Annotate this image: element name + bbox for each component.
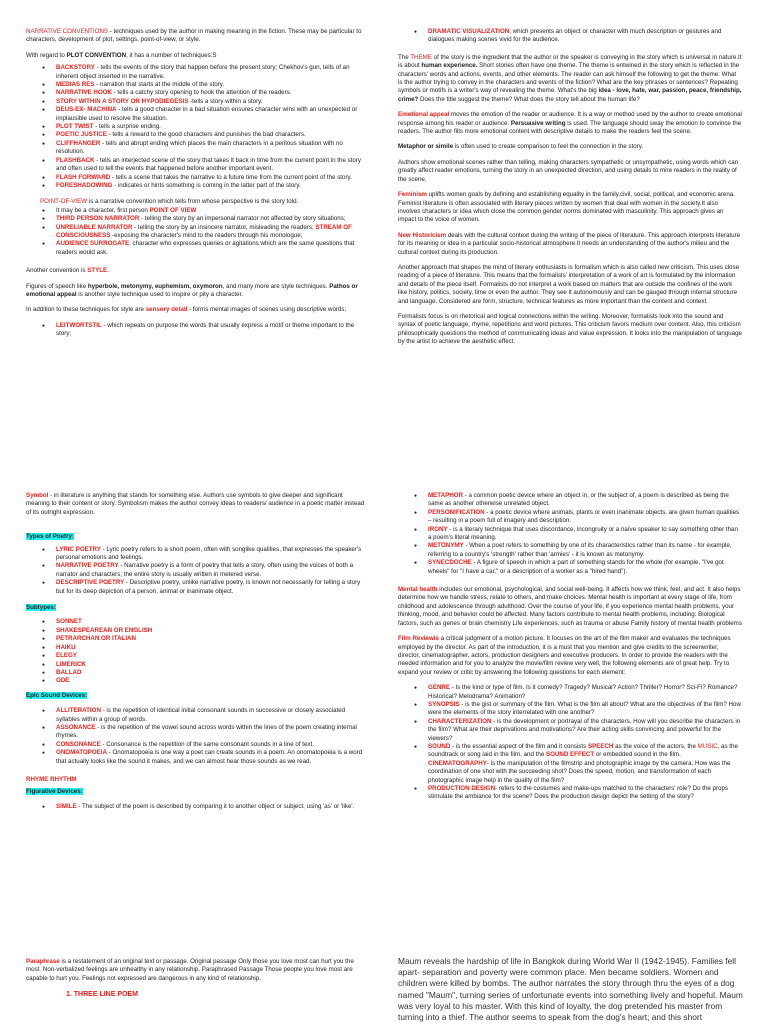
list-item: ● HAIKU [56,644,366,652]
figurative-devices-list [26,803,366,811]
feminism-paragraph: Feminism uplifts women goals by defining and establishing equality in the family,civil, social, political, and economic arena. Feminist literature is often associated with literary pieces written by women that deal with women in the society.It also involves characters or idea which close the common gender norms dominated with masculinity. This approach gives an impact to the voice of women. [398,191,735,224]
paraphrase-paragraph: Paraphrase is a restatement of an original text or passage. Original passage Only those you love most can hurt you the most. Non-verbalized feelings are unhealthy in any relationship. Paraphrased Passage Those people you love most are capable to hurt you. Feelings not expressed are dangerous in any kind of relationship. [26,958,354,982]
list-item: ● IRONY - is a literary technique that uses discordance, incongruity or a naïve speaker to say something other than a poem's literal meaning. [428,526,742,543]
list-item: ● DEUS-EX- MACHINA - tells a good character in a bad situation ensures character wins with an unexpected or implausible used to resolve the situation. [56,106,366,123]
mental-health-paragraph: Mental health includes our emotional, psychological, and social well-being. It affects how we think, feel, and act. It also helps determine how we handle stress, relate to others, and make choices. Mental health is important at every stage of life, from childhood and adolescence through adulthood. Over the course of your life, if you experience mental health problems, your thinking, mood, and behavior could be affected. Many factors contribute to mental health problems, including: Biological factors, such as genes or brain chemistry Life experiences, such as trauma or abuse Family history of mental health problems [398,586,742,627]
list-item: ● LIMERICK [56,661,366,669]
list-item: ● PERSONIFICATION - a poetic device where animals, plants or even inanimate objects, are given human qualities – resulting in a poem full of imagery and description. [428,509,742,526]
list-item: ● FLASHBACK - tells an interjected scene of the story that takes it back in time from the current point in the story and often used to tell the events that happened before another important event. [56,157,366,174]
list-item: ● POETIC JUSTICE - tells a reward to the good characters and punishes the bad characters. [56,131,366,139]
narrative-conventions-column [26,28,366,345]
point-of-view-intro: POINT-OF-VIEW is a narrative convention which tells from whose perspective is the story told. [40,198,299,206]
style-technique-list [26,322,366,339]
list-item: ● MEDIAS RES - narration that starts at the middle of the story. [56,81,366,89]
new-historicism-paragraph: New Historicism deals with the cultural context during the writing of the piece of literature. This approach interprets literature for its meaning or idea in a particular socio-historical atmosphere.It needs an understanding of the author's milieu and the cultural context during its production. [398,231,741,256]
list-item: ● ASSONANCE - is the repetition of the vowel sound across words within the lines of the poem creating internal rhymes. [56,724,366,741]
list-item: ● GENRE - Is the kind or type of film. Is it comedy? Tragedy? Musical? Action? Thriller? Horror? Sci-Fi? Romance? Historical? Melodrama? Animation? [428,684,742,701]
sensory-detail-paragraph: In addition to these techniques for style are sensory detail - forms mental images of scenes using descriptive words; [26,306,347,314]
list-item: ● PETRARCHAN OR ITALIAN [56,635,366,643]
list-item: ● NARRATIVE HOOK - tells a catchy story opening to hook the attention of the readers. [56,89,366,97]
list-item: ● METAPHOR - a common poetic device where an object in, or the subject of, a poem is described as being the same as another otherwise unrelated object. [428,492,742,509]
list-item: ● DRAMATIC VISUALIZATION, which presents an object or character with much description or gestures and dialogues making scenes vivid for the audience. [428,28,742,45]
list-item: ● SYNOPSIS - is the gist or summary of the film. What is the film all about? What are the objectives of the film? How were the elements of the story interrelated with one another? [428,701,742,718]
types-of-poetry-heading: Types of Poetry: [26,533,75,541]
plot-convention-intro: With regard to PLOT CONVENTION, it has a number of techniques:S [26,51,217,59]
list-item: ● BALLAD [56,669,366,677]
three-line-poem-heading: 1. THREE LINE POEM [66,991,138,999]
devices-and-film-column [398,492,742,808]
maum-paragraph: Maum reveals the hardship of life in Bangkok during World War II (1942-1945). Families fell apart- separation and poverty were common place. Men became soldiers. Women and children were killed by bombs. The author narrates the story through thru the eyes of a dog named "Maum", turning series of unfortunate events into something lively and hopeful. Maum was very loyal to his master. With this kind of loyalty, the dog pretended his master from turning into a thief. The author seems to speak from the dog's heart; and this short [398,956,743,1023]
list-item: ● THIRD PERSON NARRATOR - telling the story by an impersonal narrator not affected by story situations; [56,215,366,223]
formalism-focus-paragraph: Formalists focus is on rhetorical and logical connections within the writing. Moreover, formalists look into the sound and syntax of poetic language, rhyme, repetitions and word pictures. This criticism favors medium over content. Also, this criticism philosophically questions the method of communicating ideas and value expression. It looks into the manipulation of language by the artist to achieve the aesthetic effect. [398,312,742,346]
list-item: ● SHAKESPEAREAN OR ENGLISH [56,627,366,635]
poetry-column [26,492,366,817]
emotional-appeal-paragraph: Emotional appeal moves the emotion of the reader or audience. It is a way or method used by the author to create emotional response among his reader or audience. Persuasive writing is used. The language should sway the emotion to convince the readers. The author fills more emotional content with descriptive details to make the readers feel the scene. [398,111,742,136]
dramatic-list [398,28,742,45]
list-item: ● SIMILE - The subject of the poem is described by comparing it to another object or subject, using 'as' or 'like'. [56,803,366,811]
film-review-paragraph: Film Reviewis a critical judgment of a motion picture. It focuses on the art of the film maker and evaluates the techniques employed by the director. As part of the introduction, it is a must that you mention and give credits to the screenwriter, director, cinematographer, actors, production designers and executive producers. In order to provide the readers with the needed information and for you to analyze the movie/film review very well, the following elements are of great help. Try to expand your review or critic by answering the following questions for each element: [398,635,731,676]
plot-technique-list [26,64,366,190]
theme-paragraph: The THEME of the story is the ingredient that the author or the speaker is conveying in the story which is universal in nature.It is about human experience. Short stories often have one theme. The theme is entwined in the story which is reflected in the characters' words and actions, events, and other elements. The reader can ask himself the following to get the theme: What is the author trying to convey in the characters and events of the fiction? What are the key phrases or sentences? Repeating symbols or motifs is a writer's way of revealing the theme. What's the big idea - love, hate, war, passion, peace, friendship, crime? Does the title suggest the theme? What does the story tell about the human life? [398,53,742,103]
paraphrase-column [26,958,366,1000]
film-elements-list [398,684,742,802]
list-item: ● SYNECDOCHE - A figure of speech in which a part of something stands for the whole (for example, "I've got wheels" for "I have a car," or a description of a worker as a "hired hand"). [428,559,742,576]
metaphor-paragraph: Metaphor or simile is often used to create comparison to feel the connection in the story. [398,143,644,151]
list-item: ● CLIFFHANGER - tells and abrupt ending which places the main characters in a perilous situation with no resolution. [56,140,366,157]
formalism-paragraph: Another approach that shapes the mind of literary enthusiasts is formalism which is also called new criticism. This uses close reading of a piece of literature. This means that the formalists' interpretation of a work of art is formulated by the information and details of the piece itself. Formalists do not interpret a work based on matters that are outside the confines of the work like history, politics, society, time or even the author. They see it autonomously and can be gauged through internal structure and language. Considered are form, structure, technical features as more important than the content and context. [398,263,740,305]
list-item: ● CHARACTERIZATION - is the development or portrayal of the characters. How will you describe the characters in the film? What are their deprivations and motivations? Are their acting skills convincing and powerful for the viewers? [428,718,742,743]
epic-sound-devices-heading: Epic Sound Devices: [26,691,88,699]
list-item: ● METONYMY - When a poet refers to something by one of its characteristics rather than its name - for example, referring to a country's 'strength' rather than 'armies' - it is known as metonymy. [428,542,742,559]
list-item: ● BACKSTORY - tells the events of the story that happen before the present story; Chekhov's gun, tells of an inherent object inserted in the narrative. [56,64,366,81]
epic-sound-devices-list [26,707,366,766]
list-item: ● ODE [56,677,366,685]
maum-column [398,956,744,1030]
list-item: ● SONNET [56,618,366,626]
subtypes-heading: Subtypes: [26,604,56,612]
figures-of-speech-paragraph: Figures of speech like hyperbole, metonymy, euphemism, oxymoron, and many more are style techniques. Pathos or emotional appeal is another style technique used to inspire or pity a character. [26,282,358,298]
list-item: ● PRODUCTION DESIGN- refers to the costumes and make-ups matched to the characters' role? Do the props stimulate the ambiance for the scene? Does the production design depict the setting of the story? [428,785,742,802]
authors-paragraph: Authors show emotional scenes rather than telling, making characters sympathetic or unsympathetic, using words which can greatly affect reader emotions, turning the story in an unexpected direction, and using details to mire readers in the reality of the scene. [398,158,739,183]
list-item: ● DESCRIPTIVE POETRY - Descriptive poetry, unlike narrative poetry, is known not necessarily for telling a story but for its deep depiction of a person, animal or inanimate object. [56,579,366,596]
list-item: ● STORY WITHIN A STORY OR HYPODIEGESIS -tells a story within a story. [56,98,366,106]
point-of-view-list [26,207,366,257]
list-item: ● NARRATIVE POETRY - Narrative poetry is a form of poetry that tells a story, often using the voices of both a narrator and characters; the entire story is usually written in metered verse. [56,562,366,579]
list-item: ● ONOMATOPOEIA - Onomatopoeia is one way a poet can create sounds in a poem. An onomatopoeia is a word that actually looks like the sound it makes, and we can almost hear those sounds as we read. [56,749,366,766]
list-item: ● SOUND - is the essential aspect of the film and it consists SPEECH as the voice of the actors, the MUSIC, as the soundtrack or song laid in the film, and the SOUND EFFECT or embedded sound in the film. CINEMATOGRAPHY- is the manipulation of the filmstrip and photographic image by the camera. How was the coordination of one shot with the succeeding shot? Does the speed, motion, and transformation of each photographic image help in the quality of the film? [428,743,742,785]
list-item: ● LEITWORTSTIL - which repeats on purpose the words that usually express a motif or theme important to the story; [56,322,366,339]
list-item: ● It may be a character, first person POINT OF VIEW [56,207,366,215]
style-line: Another convention is STYLE. [26,267,109,275]
figurative-devices-heading: Figurative Devices: [26,788,83,796]
list-item: ● UNRELIABLE NARRATOR - telling the story by an insincere narrator, misleading the readers; STREAM OF CONSCIOUSNESS -exposing the character's mind to the readers through his monologue; [56,224,366,241]
figurative-devices-continued-list [398,492,742,576]
literary-approaches-column [398,28,742,354]
list-item: ● LYRIC POETRY - Lyric poetry refers to a short poem, often with songlike qualities, that expresses the speaker's personal emotions and feelings. [56,546,366,563]
rhyme-rhythm-heading: RHYME RHYTHM [26,775,77,783]
list-item: ● FLASH FORWARD - tells a scene that takes the narrative to a future time from the current point of the story. [56,174,366,182]
list-item: ● CONSONANCE - Consonance is the repetition of the same consonant sounds in a line of text. [56,741,366,749]
poetry-types-list [26,546,366,596]
list-item: ● AUDIENCE SURROGATE, character who expresses queries or agitations which are the same questions that readers would ask. [56,240,366,257]
list-item: ● ALLITERATION - is the repetition of identical initial consonant sounds in successive or closely associated syllables within a group of words. [56,707,366,724]
list-item: ● ELEGY [56,652,366,660]
narrative-conventions-intro: NARRATIVE CONVENTIONS - techniques used by the author in making meaning in the fiction. These may be particular to characters, development of plot, settings, point-of-view, or style. [26,28,362,44]
list-item: ● PLOT TWIST - tells a surprise ending. [56,123,366,131]
list-item: ● FORESHADOWING - indicates or hints something is coming in the latter part of the story. [56,182,366,190]
symbol-paragraph: Symbol - in literature is anything that stands for something else. Authors use symbols to give deeper and significant meaning to their content or story. Symbolism makes the author convey ideas to readers/ audience in a poetic matter instead of its outright expression. [26,492,365,516]
subtypes-list [26,618,366,685]
